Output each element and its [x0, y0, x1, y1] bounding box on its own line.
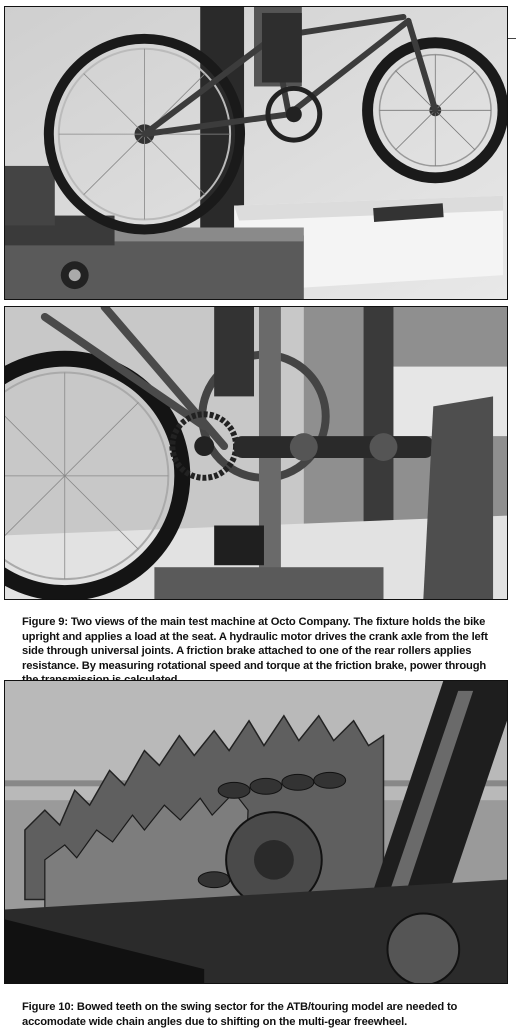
- photo-test-machine-view-2: [4, 306, 508, 600]
- figure-9-caption: Figure 9: Two views of the main test machine at Octo Company. The fixture holds the bike upright and applies a load at the seat. A hydraulic motor drives the crank axle from the left side through universal joints. A friction brake attached to one of the rear rollers applies resistance. By measuring rotational speed and torque at the friction brake, power through: [22, 616, 488, 672]
- margin-tick-mark: [508, 38, 516, 39]
- figure-10-caption: Figure 10: Bowed teeth on the swing sector for the ATB/touring model are needed to accomodate wide chain angles due to shifting on the multi-gear freewheel.: [22, 1001, 458, 1028]
- photo-swing-sector-closeup: [4, 680, 508, 984]
- photo-test-machine-view-1: [4, 6, 508, 300]
